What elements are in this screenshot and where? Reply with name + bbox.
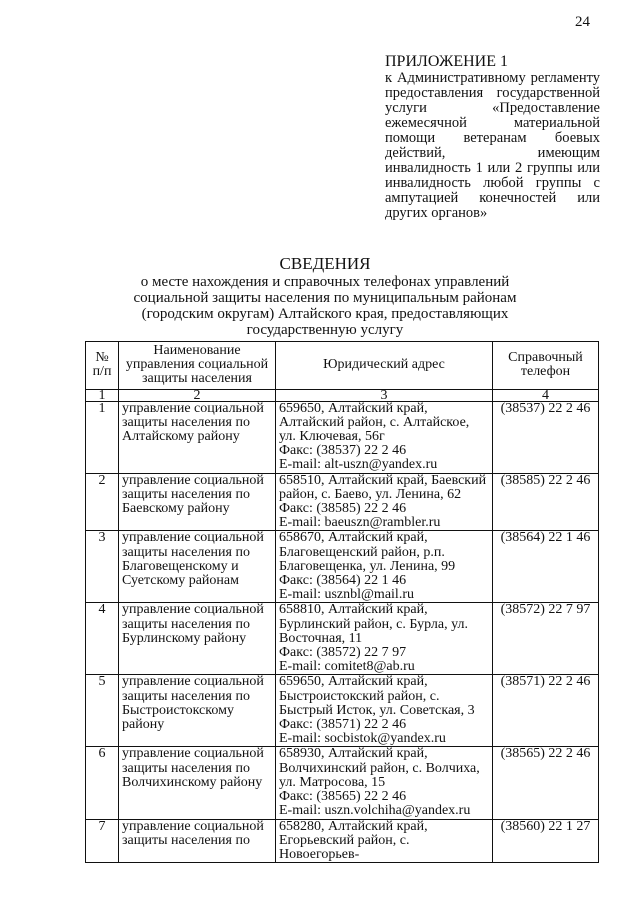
column-number: 1	[86, 389, 119, 401]
address-text: 658810, Алтайский край, Бурлинский район, с. Бурла, ул. Восточная, 11	[279, 602, 468, 646]
column-number-row	[86, 389, 599, 401]
office-address	[276, 603, 493, 675]
table-row	[86, 747, 599, 819]
table-row	[86, 603, 599, 675]
table-row	[86, 401, 599, 473]
fax-text: Факс: (38571) 22 2 46	[279, 717, 407, 733]
email-text: E-mail: usznbl@mail.ru	[279, 587, 414, 603]
column-number: 2	[119, 389, 276, 401]
email-text: E-mail: uszn.volchiha@yandex.ru	[279, 803, 471, 819]
row-number: 3	[86, 531, 119, 603]
office-name: управление социальной защиты населения по Быстроистокскому району	[119, 675, 276, 747]
row-number: 1	[86, 401, 119, 473]
column-number: 3	[276, 389, 493, 401]
office-phone: (38560) 22 1 27	[493, 819, 599, 863]
office-phone: (38564) 22 1 46	[493, 531, 599, 603]
fax-text: Факс: (38565) 22 2 46	[279, 789, 407, 805]
email-text: E-mail: comitet8@ab.ru	[279, 659, 415, 675]
appendix-text: к Административному регламенту предоставления государственной услуги «Предоставление ежемесячной материальной помощи ветеранам боевых действий, имеющим инвалидность 1 или 2 группы или инвалидность любой группы с ампутацией конечностей или других органов»	[385, 70, 600, 221]
header-number: № п/п	[86, 342, 119, 390]
office-phone: (38537) 22 2 46	[493, 401, 599, 473]
office-address	[276, 473, 493, 531]
office-phone: (38571) 22 2 46	[493, 675, 599, 747]
office-phone: (38585) 22 2 46	[493, 473, 599, 531]
office-address	[276, 401, 493, 473]
page-number: 24	[575, 14, 590, 30]
appendix-block	[385, 54, 600, 221]
heading-title: СВЕДЕНИЯ	[279, 254, 371, 273]
office-address	[276, 675, 493, 747]
office-name: управление социальной защиты населения по Благовещенскому и Суетскому районам	[119, 531, 276, 603]
address-text: 658670, Алтайский край, Благовещенский район, р.п. Благовещенка, ул. Ленина, 99	[279, 530, 456, 574]
table-row	[86, 473, 599, 531]
header-office-name: Наименование управления социальной защиты населения	[119, 342, 276, 390]
office-phone: (38572) 22 7 97	[493, 603, 599, 675]
appendix-title: ПРИЛОЖЕНИЕ 1	[385, 53, 509, 70]
row-number: 2	[86, 473, 119, 531]
email-text: E-mail: alt-uszn@yandex.ru	[279, 457, 438, 473]
office-address	[276, 747, 493, 819]
office-name: управление социальной защиты населения по Алтайскому району	[119, 401, 276, 473]
address-text: 658510, Алтайский край, Баевский район, с. Баево, ул. Ленина, 62	[279, 472, 487, 502]
header-phone: Справочный телефон	[493, 342, 599, 390]
address-text: 658930, Алтайский край, Волчихинский район, с. Волчиха, ул. Матросова, 15	[279, 746, 480, 790]
email-text: E-mail: socbistok@yandex.ru	[279, 731, 446, 747]
office-address	[276, 531, 493, 603]
address-text: 659650, Алтайский край, Быстроистокский район, с. Быстрый Исток, ул. Советская, 3	[279, 674, 475, 718]
document-heading	[110, 256, 540, 338]
address-text: 659650, Алтайский край, Алтайский район, с. Алтайское, ул. Ключевая, 56г	[279, 400, 470, 445]
table-header-row	[86, 342, 599, 390]
office-name: управление социальной защиты населения по Бурлинскому району	[119, 603, 276, 675]
column-number: 4	[493, 389, 599, 401]
row-number: 4	[86, 603, 119, 675]
heading-subtitle: о месте нахождения и справочных телефонах управлений социальной защиты населения по муниципальным районам (городским округам) Алтайского края, предоставляющих государственную услугу	[133, 274, 517, 338]
offices-table-wrapper	[85, 341, 599, 863]
header-address: Юридический адрес	[276, 342, 493, 390]
row-number: 5	[86, 675, 119, 747]
row-number: 7	[86, 819, 119, 863]
office-phone: (38565) 22 2 46	[493, 747, 599, 819]
table-row	[86, 819, 599, 863]
offices-table	[85, 341, 599, 863]
address-text: 658280, Алтайский край, Егорьевский район, с. Новоегорьев-	[279, 818, 428, 862]
row-number: 6	[86, 747, 119, 819]
fax-text: Факс: (38564) 22 1 46	[279, 573, 407, 589]
table-row	[86, 531, 599, 603]
email-text: E-mail: baeuszn@rambler.ru	[279, 515, 441, 531]
office-address	[276, 819, 493, 863]
office-name: управление социальной защиты населения по Волчихинскому району	[119, 747, 276, 819]
office-name: управление социальной защиты населения по Баевскому району	[119, 473, 276, 531]
fax-text: Факс: (38572) 22 7 97	[279, 645, 407, 661]
fax-text: Факс: (38537) 22 2 46	[279, 443, 407, 459]
table-row	[86, 675, 599, 747]
fax-text: Факс: (38585) 22 2 46	[279, 501, 407, 517]
office-name: управление социальной защиты населения по	[119, 819, 276, 863]
